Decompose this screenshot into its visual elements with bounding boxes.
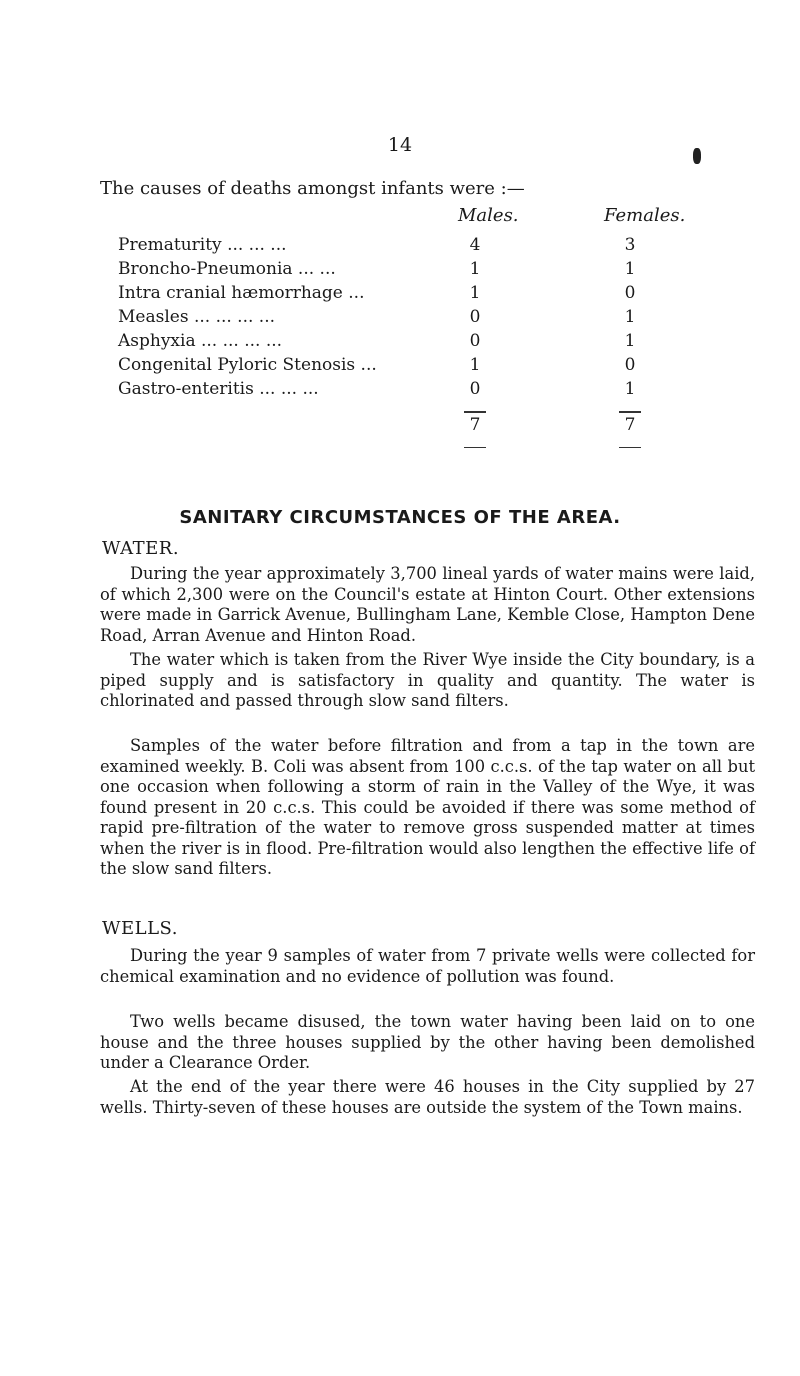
wells-paragraph: At the end of the year there were 46 houses in the City supplied by 27 wells. Thirty-seven of these houses are outside the system of the Town mains.	[100, 1077, 755, 1117]
cause-name: Gastro-enteritis ... ... ...	[118, 379, 319, 399]
table-row	[118, 257, 738, 281]
total-underline-males	[464, 447, 486, 448]
females-count: 1	[624, 331, 636, 351]
females-count: 1	[624, 379, 636, 399]
females-count: 0	[624, 283, 636, 303]
cause-name: Broncho-Pneumonia ... ...	[118, 259, 336, 279]
wells-paragraph: Two wells became disused, the town water having been laid on to one house and the three houses supplied by the other having been demolished under a Clearance Order.	[100, 1012, 755, 1072]
females-count: 1	[624, 259, 636, 279]
cause-name: Measles ... ... ... ...	[118, 307, 276, 327]
males-count: 1	[469, 283, 481, 303]
page-number: 14	[387, 134, 413, 156]
total-underline-females	[619, 447, 641, 448]
sanitary-section-heading: SANITARY CIRCUMSTANCES OF THE AREA.	[179, 507, 621, 528]
males-count: 0	[469, 307, 481, 327]
cause-name: Asphyxia ... ... ... ...	[118, 331, 283, 351]
water-paragraph: Samples of the water before filtration and from a tap in the town are examined weekly. B. Coli was absent from 100 c.c.s. of the tap water on all but one occasion when following a storm of rain in the Valley of the Wye, it was found present in 20 c.c.s. This could be avoided if there was some method of rapid pre-filtration of the water to remove gross suspended matter at times when the river is in flood. Pre-filtration would also lengthen the effective life of the slow sand filters.	[100, 736, 755, 878]
males-count: 1	[469, 259, 481, 279]
table-row	[118, 305, 738, 329]
totals-row	[118, 411, 738, 441]
water-paragraph: During the year approximately 3,700 lineal yards of water mains were laid, of which 2,300 were on the Council's estate at Hinton Court. Other extensions were made in Garrick Avenue, Bullingham Lane, Kemble Close, Hampton Dene Road, Arran Avenue and Hinton Road.	[100, 564, 755, 645]
table-row	[118, 377, 738, 401]
cause-name: Intra cranial hæmorrhage ...	[118, 283, 365, 303]
males-count: 4	[469, 235, 481, 255]
males-count: 1	[469, 355, 481, 375]
females-count: 0	[624, 355, 636, 375]
water-heading: WATER.	[102, 538, 180, 559]
ink-blot	[693, 148, 701, 164]
males-total: 7	[469, 415, 481, 435]
table-header	[118, 205, 738, 233]
wells-heading: WELLS.	[102, 918, 178, 939]
males-column-header: Males.	[458, 205, 519, 226]
cause-name: Prematurity ... ... ...	[118, 235, 287, 255]
females-count: 1	[624, 307, 636, 327]
females-column-header: Females.	[604, 205, 686, 226]
water-paragraph: The water which is taken from the River Wye inside the City boundary, is a piped supply and is satisfactory in quality and quantity. The water is chlorinated and passed through slow sand filters.	[100, 650, 755, 710]
table-row	[118, 233, 738, 257]
females-total: 7	[624, 415, 636, 435]
females-count: 3	[624, 235, 636, 255]
infant-deaths-intro: The causes of deaths amongst infants were :—	[100, 178, 525, 199]
total-rule-females	[619, 411, 641, 413]
wells-paragraph: During the year 9 samples of water from 7 private wells were collected for chemical examination and no evidence of pollution was found.	[100, 946, 755, 986]
males-count: 0	[469, 379, 481, 399]
cause-name: Congenital Pyloric Stenosis ...	[118, 355, 377, 375]
table-row	[118, 281, 738, 305]
infant-death-causes-table	[118, 205, 738, 441]
table-row	[118, 353, 738, 377]
table-row	[118, 329, 738, 353]
total-rule-males	[464, 411, 486, 413]
males-count: 0	[469, 331, 481, 351]
